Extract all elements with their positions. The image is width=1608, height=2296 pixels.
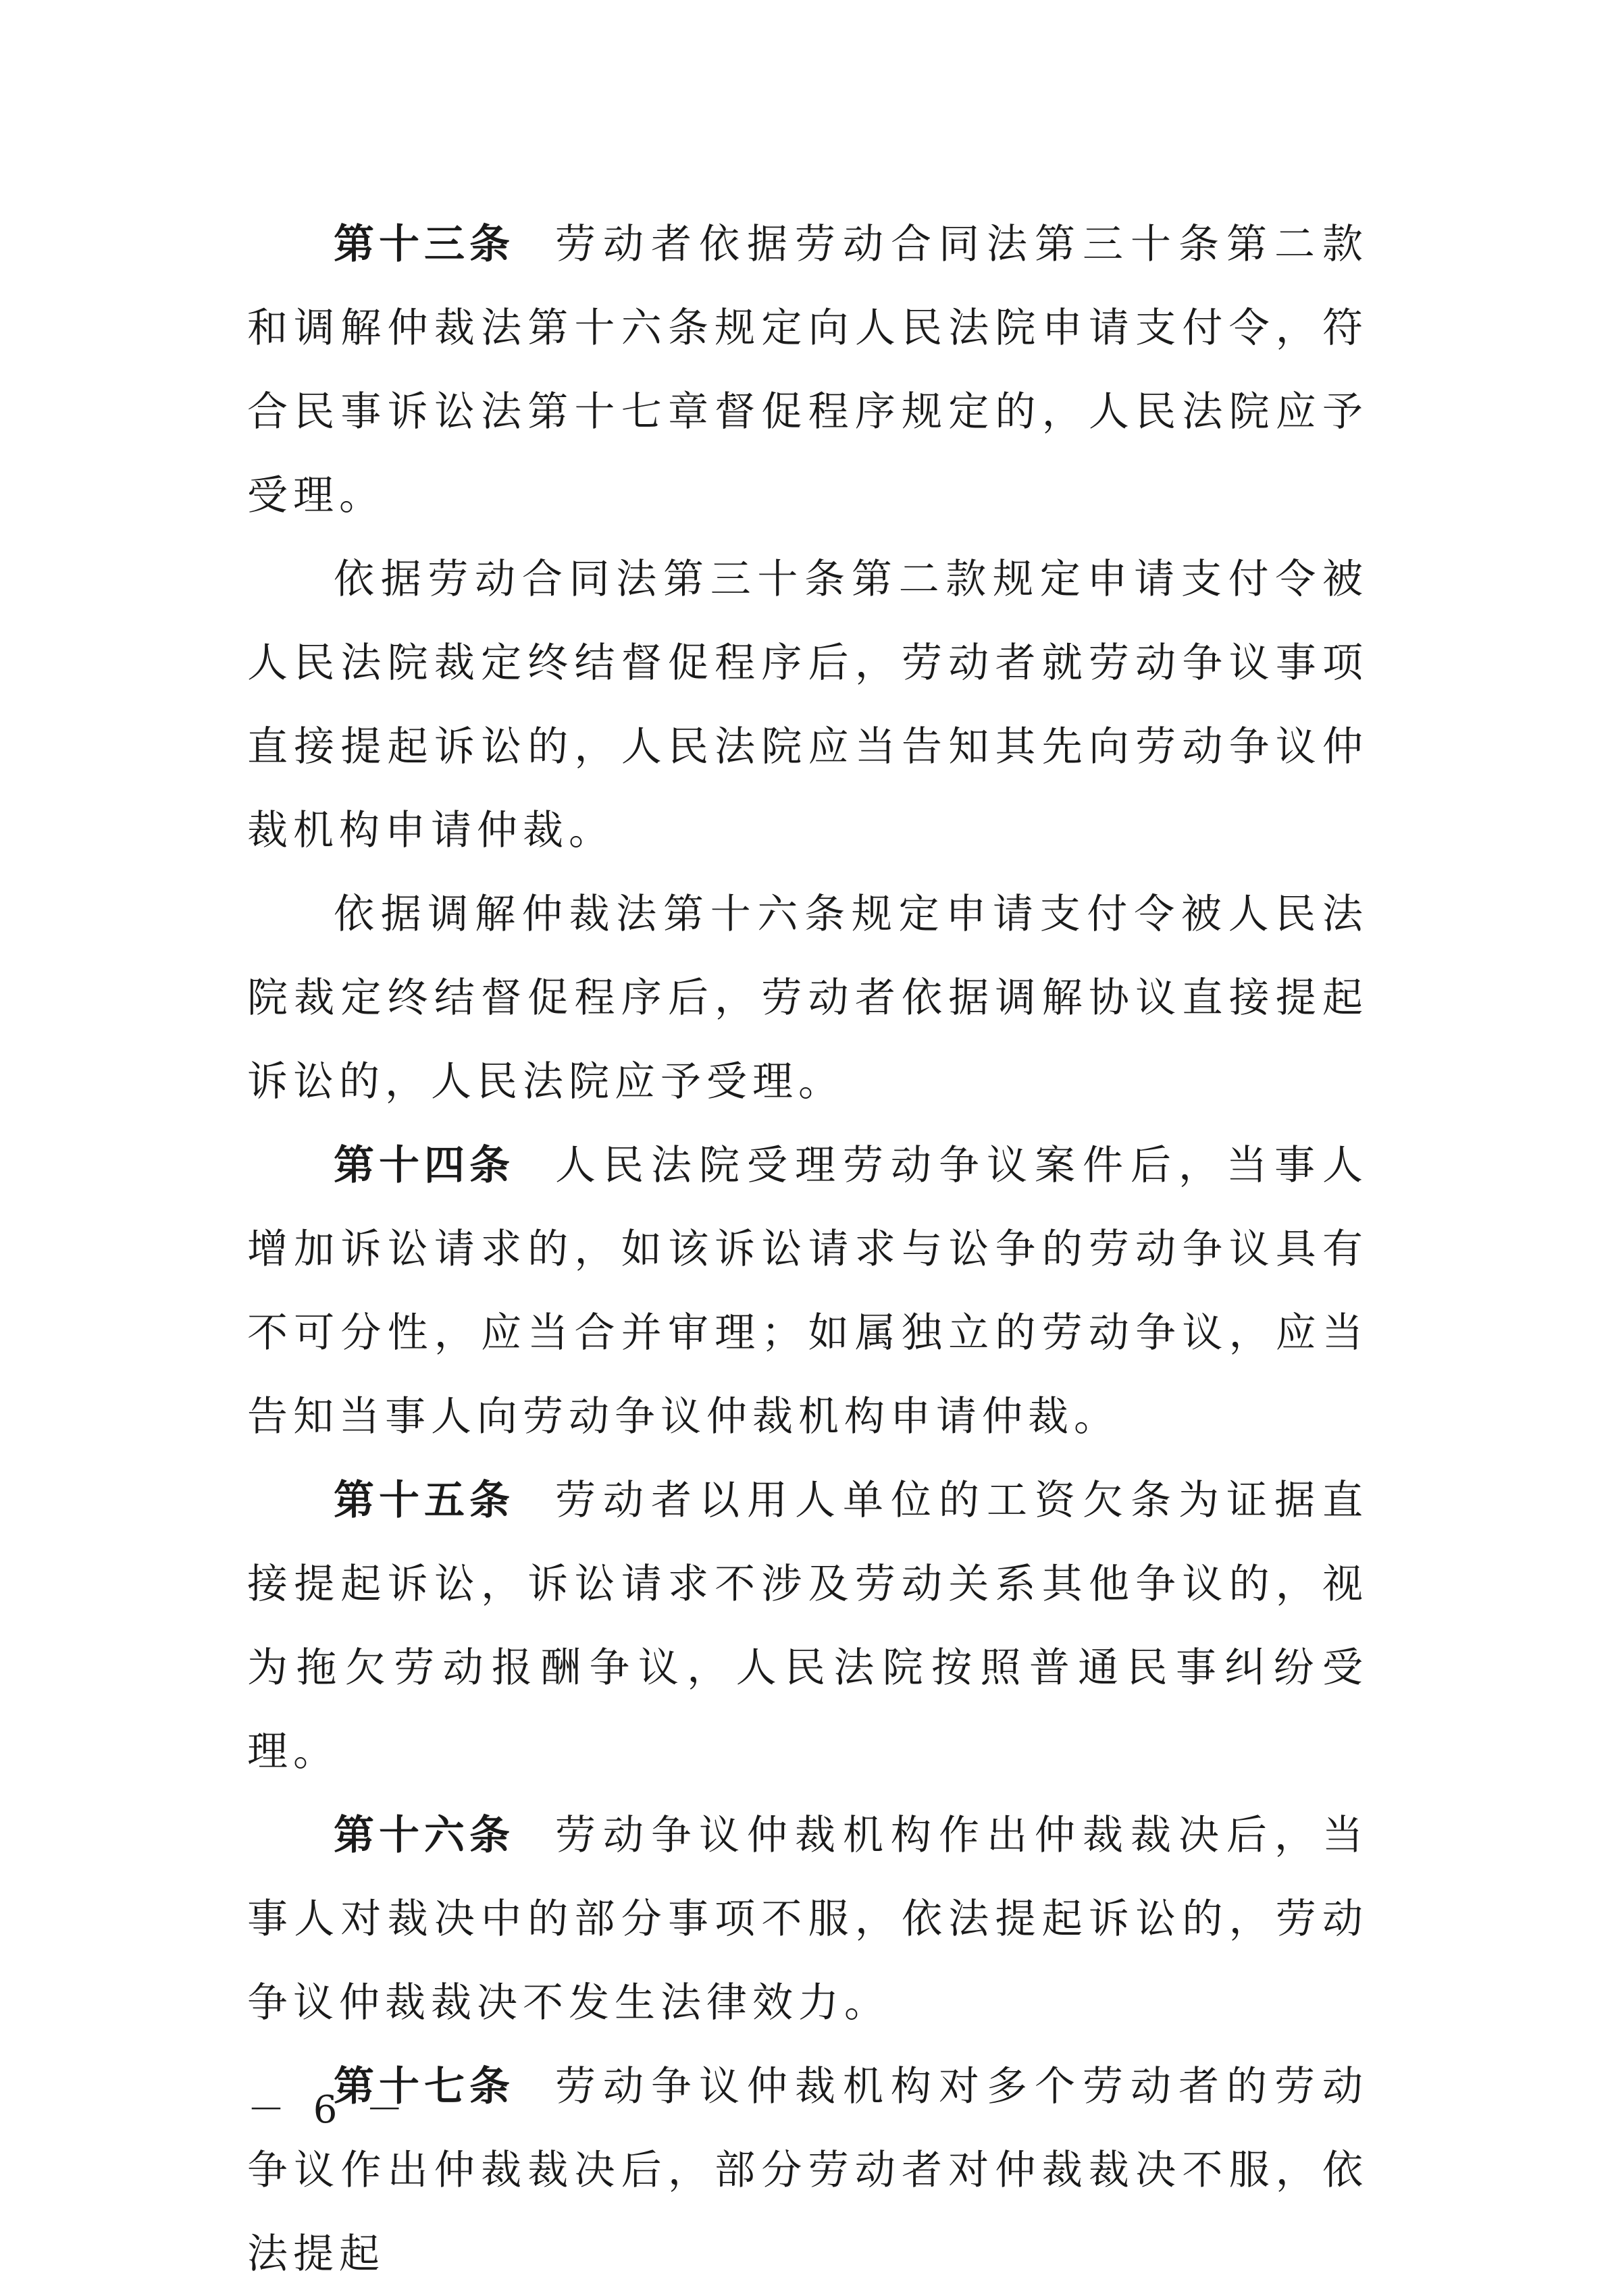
paragraph-text: 劳动者依据劳动合同法第三十条第二款和调解仲裁法第十六条规定向人民法院申请支付令，符合民事诉讼法第十七章督促程序规定的，人民法院应予受理。	[247, 221, 1368, 519]
paragraph-text: 劳动者以用人单位的工资欠条为证据直接提起诉讼，诉讼请求不涉及劳动关系其他争议的，视为拖欠劳动报酬争议，人民法院按照普通民事纠纷受理。	[247, 1477, 1368, 1775]
paragraph-text: 依据劳动合同法第三十条第二款规定申请支付令被人民法院裁定终结督促程序后，劳动者就劳动争议事项直接提起诉讼的，人民法院应当告知其先向劳动争议仲裁机构申请仲裁。	[247, 556, 1368, 854]
document-body	[247, 203, 1368, 2296]
article-number: 第十七条	[334, 2063, 515, 2110]
paragraph-article-17	[247, 2045, 1368, 2296]
paragraph-text: 劳动争议仲裁机构作出仲裁裁决后，当事人对裁决中的部分事项不服，依法提起诉讼的，劳动争议仲裁裁决不发生法律效力。	[247, 1812, 1368, 2027]
paragraph-text: 劳动争议仲裁机构对多个劳动者的劳动争议作出仲裁裁决后，部分劳动者对仲裁裁决不服，依法提起	[247, 2063, 1368, 2278]
paragraph-article-14	[247, 1124, 1368, 1459]
article-number: 第十六条	[334, 1812, 515, 1859]
paragraph-text: 依据调解仲裁法第十六条规定申请支付令被人民法院裁定终结督促程序后，劳动者依据调解协议直接提起诉讼的，人民法院应予受理。	[247, 891, 1368, 1105]
article-number: 第十五条	[334, 1477, 515, 1524]
paragraph-article-13	[247, 203, 1368, 538]
article-number: 第十三条	[334, 221, 515, 268]
paragraph-article-13-clause-3	[247, 872, 1368, 1124]
paragraph-article-13-clause-2	[247, 538, 1368, 872]
paragraph-article-15	[247, 1459, 1368, 1794]
paragraph-text: 人民法院受理劳动争议案件后，当事人增加诉讼请求的，如该诉讼请求与讼争的劳动争议具有不可分性，应当合并审理；如属独立的劳动争议，应当告知当事人向劳动争议仲裁机构申请仲裁。	[247, 1142, 1368, 1440]
article-number: 第十四条	[334, 1142, 515, 1189]
page-number: － 6 －	[247, 2088, 412, 2132]
paragraph-article-16	[247, 1794, 1368, 2045]
